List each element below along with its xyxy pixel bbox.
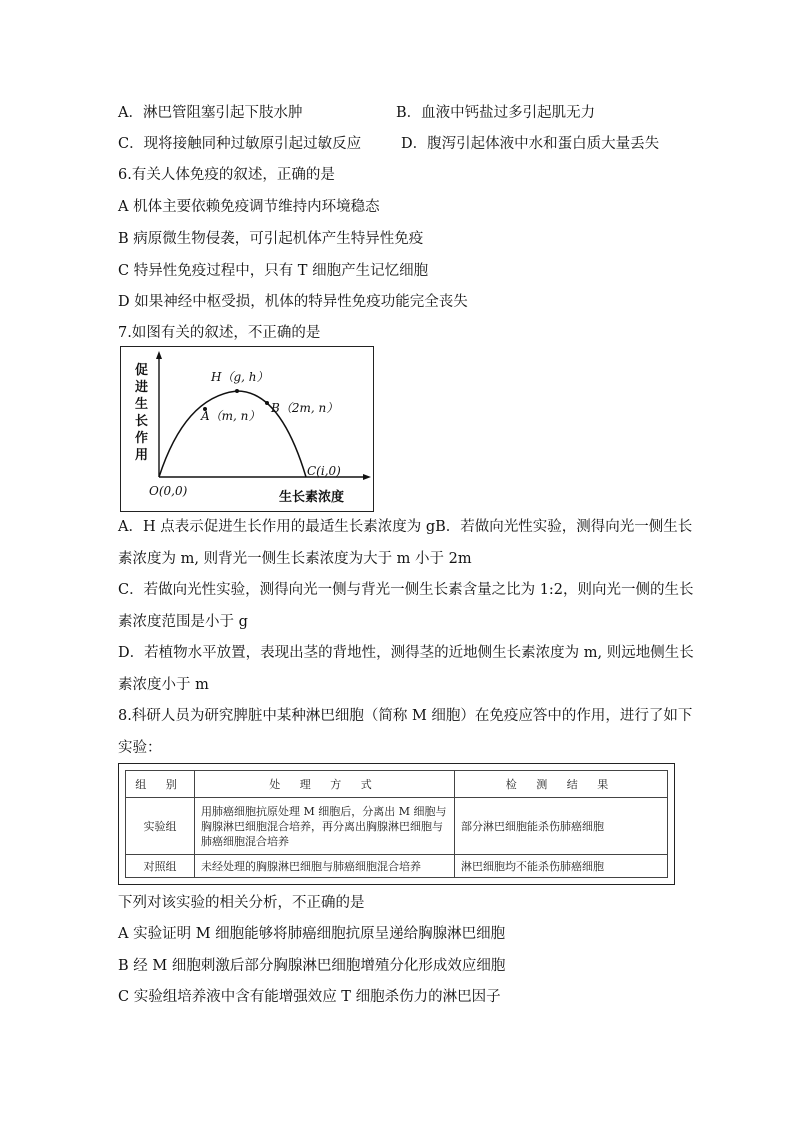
q6-option-c: C 特异性免疫过程中，只有 T 细胞产生记忆细胞 bbox=[118, 263, 429, 279]
q8-sub-stem: 下列对该实验的相关分析，不正确的是 bbox=[118, 895, 365, 911]
y-axis-arrow bbox=[156, 351, 162, 359]
point-b bbox=[265, 401, 269, 405]
q5-option-d: D．腹泻引起体液中水和蛋白质大量丢失 bbox=[401, 136, 660, 152]
table-row bbox=[126, 855, 668, 878]
row-control-treatment: 未经处理的胸腺淋巴细胞与肺癌细胞混合培养 bbox=[195, 855, 455, 878]
q6-option-d: D 如果神经中枢受损，机体的特异性免疫功能完全丧失 bbox=[118, 294, 468, 310]
row-experimental-treatment: 用肺癌细胞抗原处理 M 细胞后，分离出 M 细胞与胸腺淋巴细胞混合培养，再分离出胸腺淋巴细胞与肺癌细胞混合培养 bbox=[195, 798, 455, 855]
row-experimental-group: 实验组 bbox=[126, 798, 195, 855]
table-header-row bbox=[126, 771, 668, 798]
q5-option-b: B．血液中钙盐过多引起肌无力 bbox=[396, 105, 596, 121]
q8-option-b: B 经 M 细胞刺激后部分胸腺淋巴细胞增殖分化形成效应细胞 bbox=[118, 958, 506, 974]
label-h: H（g, h） bbox=[211, 370, 269, 384]
q5-option-c: C．现将接触同种过敏原引起过敏反应 bbox=[118, 136, 362, 152]
point-h bbox=[235, 389, 239, 393]
q8-option-c: C 实验组培养液中含有能增强效应 T 细胞杀伤力的淋巴因子 bbox=[118, 989, 501, 1005]
q7-stem: 7.如图有关的叙述，不正确的是 bbox=[118, 325, 321, 341]
experiment-table-frame bbox=[118, 763, 675, 885]
y-axis-label: 促 进 生 长 作 用 bbox=[135, 363, 149, 463]
q6-option-b: B 病原微生物侵袭，可引起机体产生特异性免疫 bbox=[118, 231, 424, 247]
header-group: 组 别 bbox=[126, 771, 195, 798]
experiment-table bbox=[125, 770, 668, 878]
table-row bbox=[126, 798, 668, 855]
q7-option-d-line2: 素浓度小于 m bbox=[118, 677, 209, 693]
row-experimental-result: 部分淋巴细胞能杀伤肺癌细胞 bbox=[455, 798, 668, 855]
q6-option-a: A 机体主要依赖免疫调节维持内环境稳态 bbox=[118, 199, 380, 215]
q8-stem-line1: 8.科研人员为研究脾脏中某种淋巴细胞（简称 M 细胞）在免疫应答中的作用，进行了如下 bbox=[118, 708, 693, 724]
q7-option-d-line1: D．若植物水平放置，表现出茎的背地性，测得茎的近地侧生长素浓度为 m, 则远地侧生长 bbox=[118, 645, 694, 661]
q7-option-a-line1: A．H 点表示促进生长作用的最适生长素浓度为 gB．若做向光性实验，测得向光一侧生长 bbox=[118, 519, 693, 535]
label-c: C(i,0) bbox=[307, 464, 341, 478]
q5-option-a: A．淋巴管阻塞引起下肢水肿 bbox=[118, 105, 303, 121]
q7-option-c-line2: 素浓度范围是小于 g bbox=[118, 614, 248, 630]
q6-stem: 6.有关人体免疫的叙述，正确的是 bbox=[118, 167, 335, 183]
auxin-curve-svg bbox=[121, 347, 375, 513]
row-control-group: 对照组 bbox=[126, 855, 195, 878]
header-treatment: 处 理 方 式 bbox=[195, 771, 455, 798]
auxin-curve-figure bbox=[120, 346, 374, 512]
q7-option-a-line2: 素浓度为 m, 则背光一侧生长素浓度为大于 m 小于 2m bbox=[118, 551, 472, 567]
label-origin: O(0,0) bbox=[149, 484, 188, 498]
x-axis-arrow bbox=[363, 474, 371, 480]
header-result: 检 测 结 果 bbox=[455, 771, 668, 798]
q8-option-a: A 实验证明 M 细胞能够将肺癌细胞抗原呈递给胸腺淋巴细胞 bbox=[118, 926, 506, 942]
x-axis-label: 生长素浓度 bbox=[279, 490, 345, 505]
label-b: B（2m, n） bbox=[271, 401, 339, 415]
q8-stem-line2: 实验： bbox=[118, 740, 162, 756]
label-a: A（m, n） bbox=[201, 409, 261, 423]
row-control-result: 淋巴细胞均不能杀伤肺癌细胞 bbox=[455, 855, 668, 878]
q7-option-c-line1: C．若做向光性实验，测得向光一侧与背光一侧生长素含量之比为 1:2，则向光一侧的生长 bbox=[118, 582, 694, 598]
